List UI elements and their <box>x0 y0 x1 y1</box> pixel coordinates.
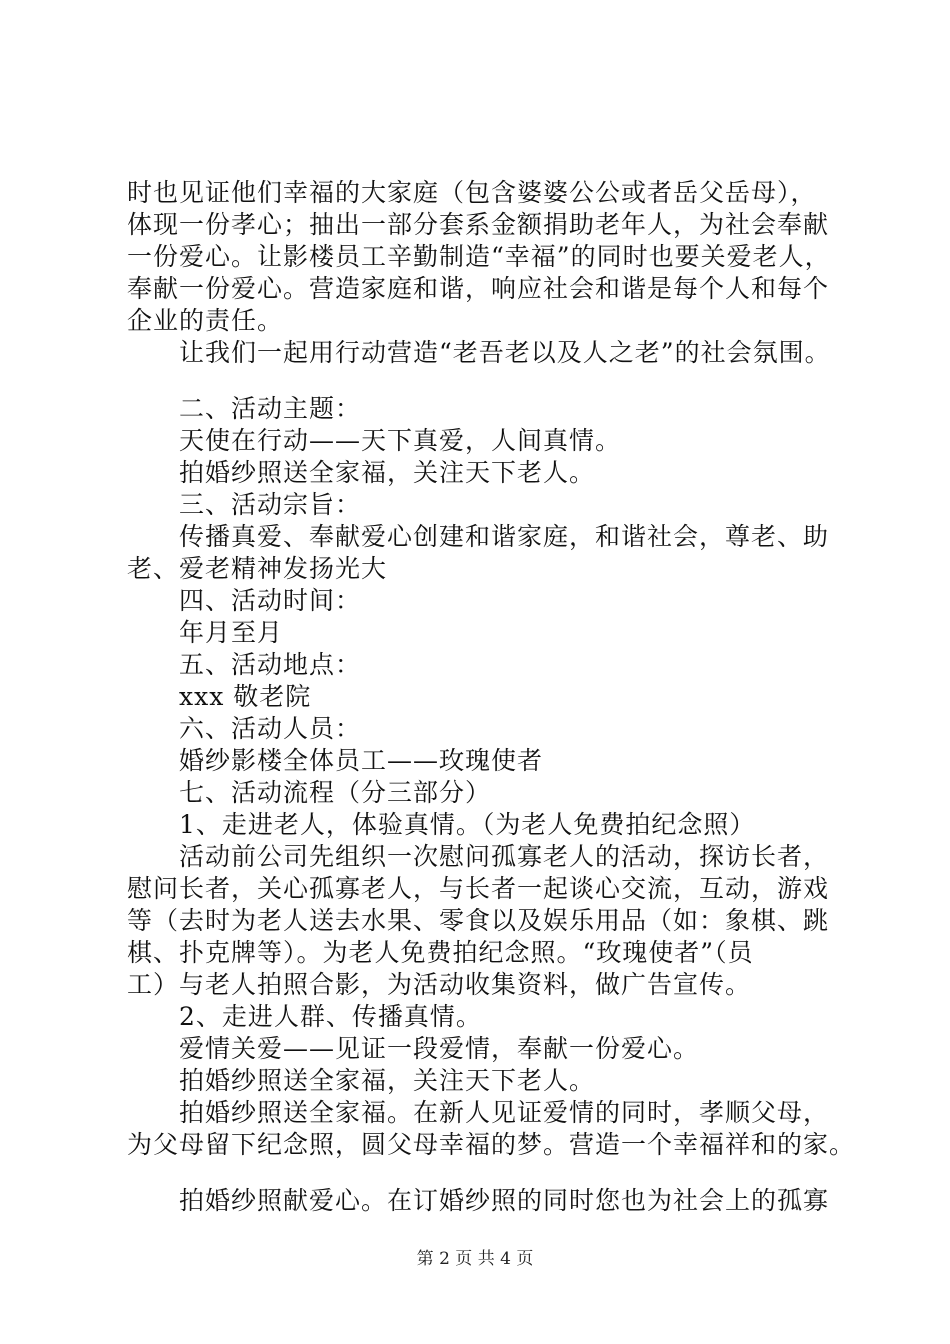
subsection-heading: 1、走进老人，体验真情。（为老人免费拍纪念照） <box>179 810 756 839</box>
body-line: 奉献一份爱心。营造家庭和谐，响应社会和谐是每个人和每个 <box>127 274 830 303</box>
body-line: 拍婚纱照送全家福，关注天下老人。 <box>179 458 596 487</box>
body-line: 拍婚纱照送全家福。在新人见证爱情的同时，孝顺父母， <box>179 1098 830 1127</box>
body-line: 拍婚纱照献爱心。在订婚纱照的同时您也为社会上的孤寡 <box>179 1186 830 1215</box>
body-line: 爱情关爱——见证一段爱情，奉献一份爱心。 <box>179 1034 700 1063</box>
body-line: 企业的责任。 <box>127 306 284 335</box>
body-line: 拍婚纱照送全家福，关注天下老人。 <box>179 1066 596 1095</box>
body-line: 一份爱心。让影楼员工辛勤制造“幸福”的同时也要关爱老人， <box>127 242 831 271</box>
body-line: 棋、扑克牌等）。为老人免费拍纪念照。“玫瑰使者”（员 <box>127 938 754 967</box>
section-heading: 三、活动宗旨： <box>179 490 362 519</box>
section-heading: 六、活动人员： <box>179 714 362 743</box>
body-line: 天使在行动——天下真爱，人间真情。 <box>179 426 622 455</box>
body-line: 等（去时为老人送去水果、零食以及娱乐用品（如：象棋、跳 <box>127 906 830 935</box>
body-line: 传播真爱、奉献爱心创建和谐家庭，和谐社会，尊老、助 <box>179 522 830 551</box>
body-line: xxx 敬老院 <box>179 682 312 711</box>
body-line: 慰问长者，关心孤寡老人，与长者一起谈心交流，互动，游戏 <box>127 874 830 903</box>
section-heading: 七、活动流程（分三部分） <box>179 778 492 807</box>
page-number-footer: 第 2 页 共 4 页 <box>416 1249 534 1269</box>
body-line: 年月至月 <box>179 618 284 647</box>
body-line: 婚纱影楼全体员工——玫瑰使者 <box>179 746 544 775</box>
body-line: 时也见证他们幸福的大家庭（包含婆婆公公或者岳父岳母）， <box>127 178 817 207</box>
section-heading: 四、活动时间： <box>179 586 362 615</box>
body-line: 活动前公司先组织一次慰问孤寡老人的活动，探访长者， <box>179 842 830 871</box>
section-heading: 五、活动地点： <box>179 650 362 679</box>
body-line: 让我们一起用行动营造“老吾老以及人之老”的社会氛围。 <box>179 338 831 367</box>
subsection-heading: 2、走进人群、传播真情。 <box>179 1002 482 1031</box>
body-line: 为父母留下纪念照，圆父母幸福的梦。营造一个幸福祥和的家。 <box>127 1130 856 1159</box>
body-line: 工）与老人拍照合影，为活动收集资料，做广告宣传。 <box>127 970 752 999</box>
section-heading: 二、活动主题： <box>179 394 362 423</box>
body-line: 老、爱老精神发扬光大 <box>127 554 388 583</box>
body-line: 体现一份孝心；抽出一部分套系金额捐助老年人，为社会奉献 <box>127 210 830 239</box>
